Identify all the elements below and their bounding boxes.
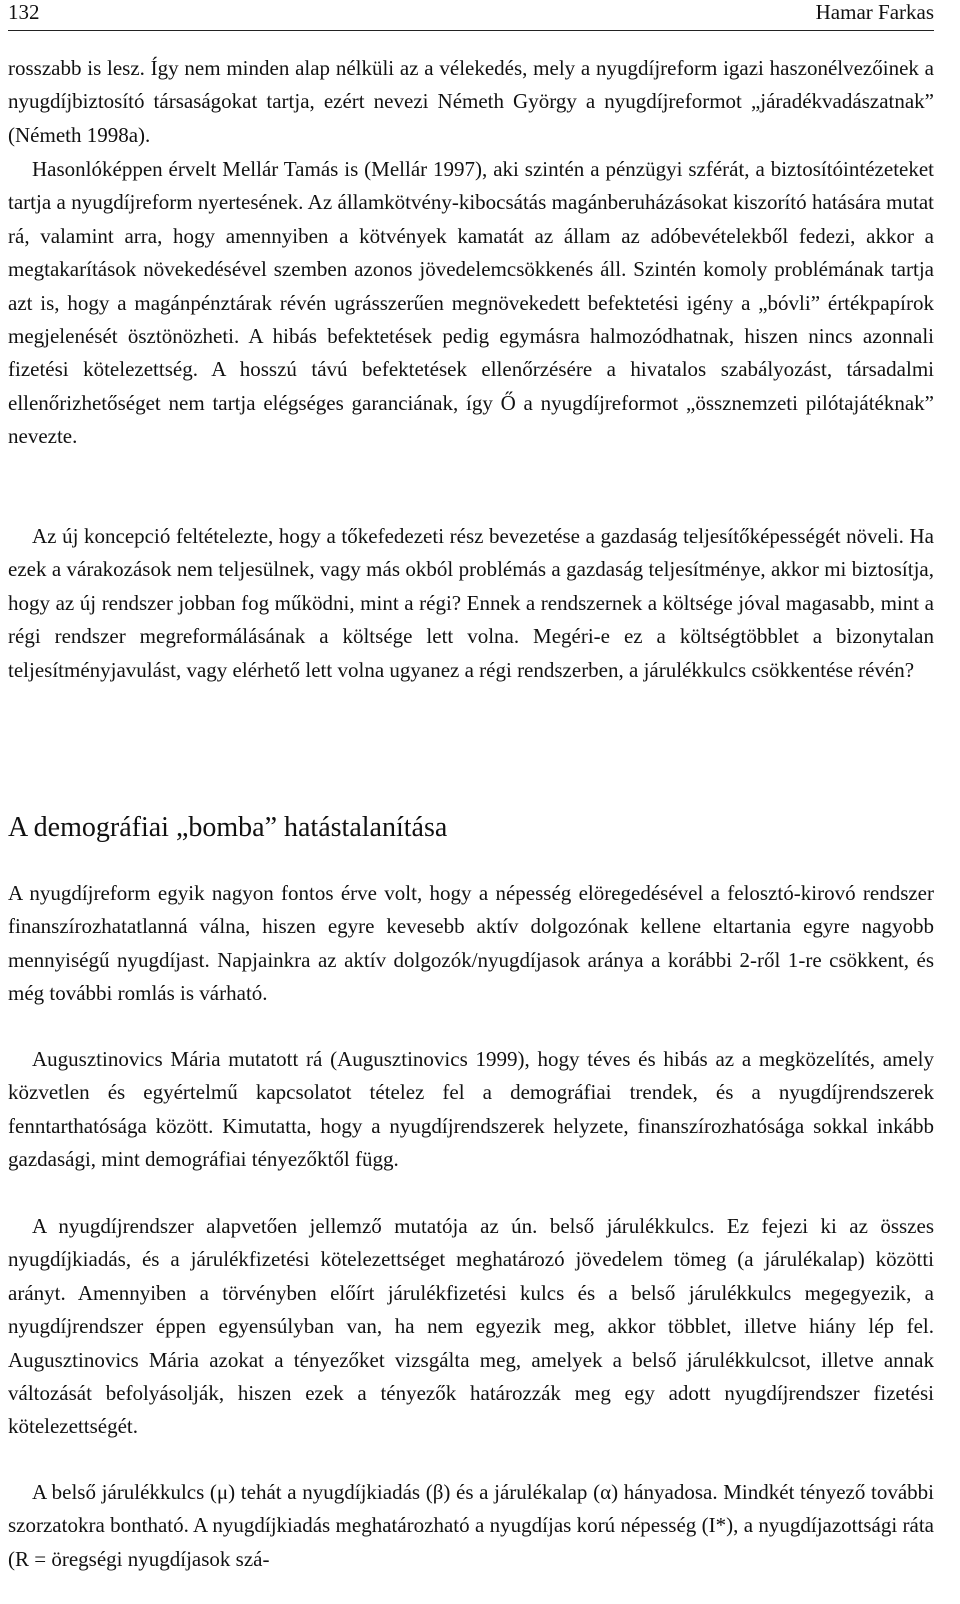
paragraph-3: Az új koncepció feltételezte, hogy a tőkefedezeti rész bevezetése a gazdaság teljesítőképességét növeli. Ha ezek a várakozások nem teljesülnek, vagy más okból problémás a gazdaság teljesítménye, akkor mi biztosítja, hogy az új rendszer jobban fog működni, mint a régi? Ennek a rendszernek a költsége jóval magasabb, mint a régi rendszer megreformálásának a költsége lett volna. Megéri-e ez a költségtöbblet a bizonytalan teljesítményjavulást, vagy elérhető lett volna ugyanez a régi rendszerben, a járulékkulcs csökkentése révén? (8, 524, 934, 682)
paragraph-2: Hasonlóképpen érvelt Mellár Tamás is (Mellár 1997), aki szintén a pénzügyi szférát, a biztosítóintézeteket tartja a nyugdíjreform nyertesének. Az államkötvény-kibocsátás magánberuházásokat kiszorító hatására mutat rá, valamint arra, hogy amennyiben a kötvények kamatát az állam az adóbevételekből fedezi, akkor a megtakarítások növekedésével szemben azonos jövedelemcsökkenés áll. Szintén komoly problémának tartja azt is, hogy a magánpénztárak révén ugrásszerűen megnövekedett befektetési igény a „bóvli” értékpapírok megjelenését ösztönözheti. A hibás befektetések pedig egymásra halmozódhatnak, hiszen nincs azonnali fizetési kötelezettség. A hosszú távú befektetések ellenőrzésére a hivatalos szabályozást, társadalmi ellenőrizhetőséget nem tartja elégséges garanciának, így Ő a nyugdíjreformot „össznemzeti pilótajátéknak” nevezte. (8, 157, 934, 449)
running-header (8, 0, 934, 31)
paragraph-7: A belső járulékkulcs (μ) tehát a nyugdíjkiadás (β) és a járulékalap (α) hányadosa. Mindkét tényező további szorzatokra bontható. A nyugdíjkiadás meghatározható a nyugdíjas korú népesség (I*), a nyugdíjazottsági ráta (R = öregségi nyugdíjasok szá- (8, 1480, 934, 1571)
paragraph-4: A nyugdíjreform egyik nagyon fontos érve volt, hogy a népesség elöregedésével a felosztó-kirovó rendszer finanszírozhatatlanná válna, hiszen egyre kevesebb aktív dolgozónak kellene eltartania egyre nagyobb mennyiségű nyugdíjast. Napjainkra az aktív dolgozók/nyugdíjasok aránya a korábbi 2-ről 1-re csökkent, és még további romlás is várható. (8, 881, 934, 1006)
paragraph-6: A nyugdíjrendszer alapvetően jellemző mutatója az ún. belső járulékkulcs. Ez fejezi ki az összes nyugdíjkiadás, és a járulékfizetési kötelezettséget meghatározó jövedelem tömeg (a járulékalap) közötti arányt. Amennyiben a törvényben előírt járulékfizetési kulcs és a belső járulékkulcs megegyezik, a nyugdíjrendszer éppen egyensúlyban van, ha nem egyezik meg, akkor többlet, illetve hiány lép fel. Augusztinovics Mária azokat a tényezőket vizsgálta meg, amelyek a belső járulékkulcsot, illetve annak változását befolyásolják, hiszen ezek a tényezők határozzák meg egy adott nyugdíjrendszer fizetési kötelezettségét. (8, 1214, 934, 1439)
section-heading: A demográfiai „bomba” hatástalanítása (8, 812, 448, 843)
paragraph-5: Augusztinovics Mária mutatott rá (Augusztinovics 1999), hogy téves és hibás az a megközelítés, amely közvetlen és egyértelmű kapcsolatot tételez fel a demográfiai trendek, és a nyugdíjrendszerek fenntarthatósága között. Kimutatta, hogy a nyugdíjrendszerek helyzete, finanszírozhatósága sokkal inkább gazdasági, mint demográfiai tényezőktől függ. (8, 1047, 934, 1172)
paragraph-1: rosszabb is lesz. Így nem minden alap nélküli az a vélekedés, mely a nyugdíjreform igazi haszonélvezőinek a nyugdíjbiztosító társaságokat tartja, ezért nevezi Németh György a nyugdíjreformot „járadékvadászatnak” (Németh 1998a). (8, 56, 934, 147)
running-author: Hamar Farkas (815, 0, 934, 24)
page-number: 132 (8, 0, 40, 24)
